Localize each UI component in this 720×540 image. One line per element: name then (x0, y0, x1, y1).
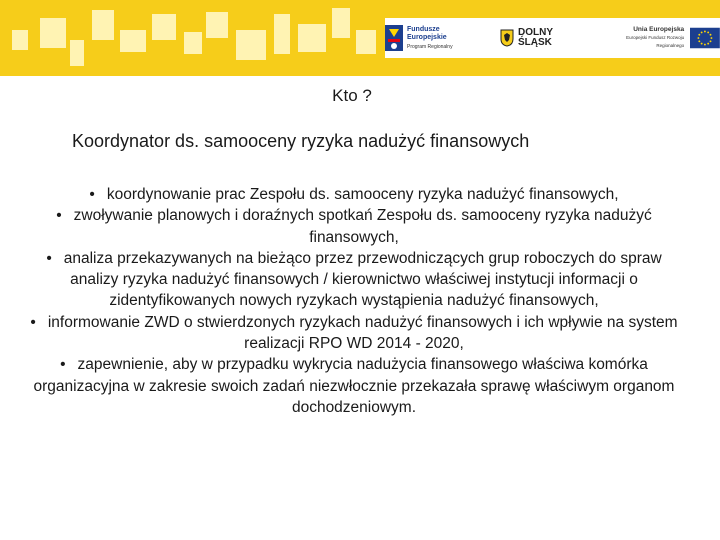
fe-line2: Europejskie (407, 33, 447, 41)
bullet-list (28, 184, 680, 418)
ue-line1: Unia Europejska (633, 26, 685, 33)
decorative-block (70, 40, 84, 66)
decorative-block (12, 30, 28, 50)
list-item: • analiza przekazywanych na bieżąco przez przewodniczących grup roboczych do spraw analizy ryzyka nadużyć finansowych / kierownictwo właściwej instytucji informacji o zidentyfikowanych nowych ryzykach wystąpienia nadużyć finansowych, (46, 249, 662, 310)
decorative-block (120, 30, 146, 52)
bullet-icon: • (60, 356, 66, 374)
list-item: • koordynowanie prac Zespołu ds. samooceny ryzyka nadużyć finansowych, (28, 184, 680, 205)
eu-flag-icon (690, 27, 720, 49)
header-band (0, 0, 720, 76)
decorative-block (356, 30, 376, 54)
fe-emblem-icon (385, 25, 403, 51)
eagle-crest-icon (500, 29, 514, 47)
ue-line2: Europejski Fundusz Rozwoju Regionalnego (626, 35, 685, 48)
slide-title: Kto ? (332, 86, 372, 105)
decorative-block (332, 8, 350, 38)
unia-europejska-logo (603, 18, 720, 58)
list-item: • zwoływanie planowych i doraźnych spotkań Zespołu ds. samooceny ryzyka nadużyć finansowych, (56, 207, 652, 246)
slide-subtitle: Koordynator ds. samooceny ryzyka nadużyć finansowych (72, 131, 530, 151)
fe-line1: Fundusze (407, 25, 440, 33)
fundusze-europejskie-logo (385, 18, 453, 58)
bullet-icon: • (46, 249, 52, 267)
dolny-slask-logo (500, 18, 553, 58)
decorative-block (152, 14, 176, 40)
logo-strip (385, 18, 720, 58)
ds-line1: DOLNY (518, 27, 553, 38)
decorative-block (40, 18, 66, 48)
ds-line2: ŚLĄSK (518, 37, 552, 48)
list-item: • zapewnienie, aby w przypadku wykrycia nadużycia finansowego właściwa komórka organizacyjna w zakresie swoich zadań niezwłocznie przekazała sprawę właściwym organom dochodzeniowym. (33, 356, 675, 416)
bullet-icon: • (30, 313, 36, 331)
decorative-block (184, 32, 202, 54)
fe-line3: Program Regionalny (407, 43, 453, 50)
decorative-block (236, 30, 266, 60)
decorative-block (298, 24, 326, 52)
list-item: • informowanie ZWD o stwierdzonych ryzykach nadużyć finansowych i ich wpływie na system realizacji RPO WD 2014 - 2020, (30, 313, 678, 353)
decorative-block (92, 10, 114, 40)
decorative-block (206, 12, 228, 38)
bullet-icon: • (89, 186, 95, 203)
decorative-block (274, 14, 290, 54)
bullet-icon: • (56, 207, 62, 225)
